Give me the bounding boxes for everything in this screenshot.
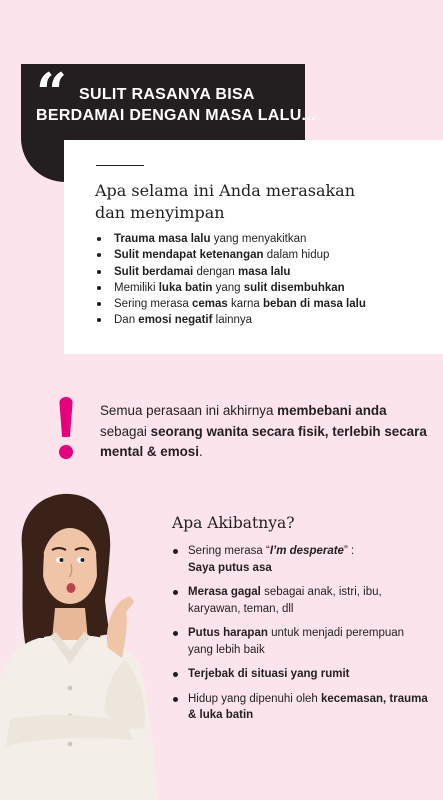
quote-mark-icon: “: [36, 61, 68, 125]
text-run: masa lalu: [238, 265, 291, 278]
text-run: beban di masa lalu: [262, 298, 366, 311]
text-run: Saya putus asa: [188, 561, 272, 574]
card-title-line1: Apa selama ini Anda merasakan: [95, 181, 356, 200]
card-title: [95, 180, 425, 224]
list-item: [172, 543, 432, 576]
text-run: Semua perasaan ini akhirnya: [100, 403, 278, 418]
text-run: cemas: [191, 298, 228, 311]
text-run: Terjebak di situasi yang rumit: [188, 668, 350, 680]
list-item: [172, 584, 432, 617]
text-run: kecemasan, trauma & luka batin: [188, 692, 428, 721]
text-run: membebani anda: [277, 403, 387, 418]
woman-pointing-illustration: [0, 488, 175, 800]
text-run: sebagai: [100, 423, 151, 439]
list-item: [95, 247, 435, 263]
text-run: lainnya: [212, 314, 253, 327]
text-run: Trauma masa lalu: [114, 233, 211, 245]
text-run: Sulit berdamai: [114, 265, 194, 278]
feelings-list: [95, 231, 435, 329]
consequences-list: [172, 543, 432, 732]
consequences-title: Apa Akibatnya?: [172, 514, 295, 532]
list-item: [172, 691, 432, 724]
card-title-line2: dan menyimpan: [95, 203, 225, 222]
text-run: Sering merasa “: [188, 545, 270, 557]
text-run: ” :: [343, 545, 355, 557]
text-run: emosi negatif: [138, 314, 213, 327]
list-item: [172, 625, 432, 658]
list-item: [95, 231, 435, 247]
text-run: yang: [212, 281, 244, 294]
text-run: Dan: [114, 314, 139, 327]
text-run: seorang wanita secara fisik, terlebih secara mental & emosi: [100, 423, 427, 460]
text-run: Putus harapan: [188, 627, 268, 639]
text-run: Merasa gagal: [188, 586, 261, 598]
text-run: .: [198, 444, 203, 460]
exclamation-dot-icon: [59, 445, 73, 459]
text-run: I’m desperate: [269, 545, 344, 557]
list-item: [95, 280, 435, 296]
list-item: [95, 312, 435, 328]
text-run: Memiliki: [114, 281, 159, 294]
text-run: dengan: [193, 265, 239, 278]
text-run: sulit disembuhkan: [243, 281, 345, 294]
exclamation-icon: [59, 397, 73, 437]
quote-headline-line2: BERDAMAI DENGAN MASA LALU...: [36, 107, 316, 124]
text-run: sebagai anak, istri, ibu, karyawan, teman, dll: [188, 586, 382, 615]
list-item: [95, 296, 435, 312]
text-run: luka batin: [158, 281, 213, 294]
text-run: yang menyakitkan: [210, 233, 307, 245]
text-run: dalam hidup: [263, 249, 330, 262]
text-run: untuk menjadi perempuan yang lebih baik: [188, 627, 405, 656]
exclamation-text: [100, 401, 430, 463]
text-run: Sering merasa: [114, 298, 192, 311]
list-item: [95, 264, 435, 280]
quote-headline-line1: SULIT RASANYA BISA: [79, 86, 255, 103]
text-run: Hidup yang dipenuhi oleh: [188, 692, 321, 705]
text-run: Sulit mendapat ketenangan: [114, 249, 264, 262]
list-item: [172, 666, 432, 683]
card-divider: [96, 165, 144, 166]
text-run: karna: [227, 298, 263, 311]
